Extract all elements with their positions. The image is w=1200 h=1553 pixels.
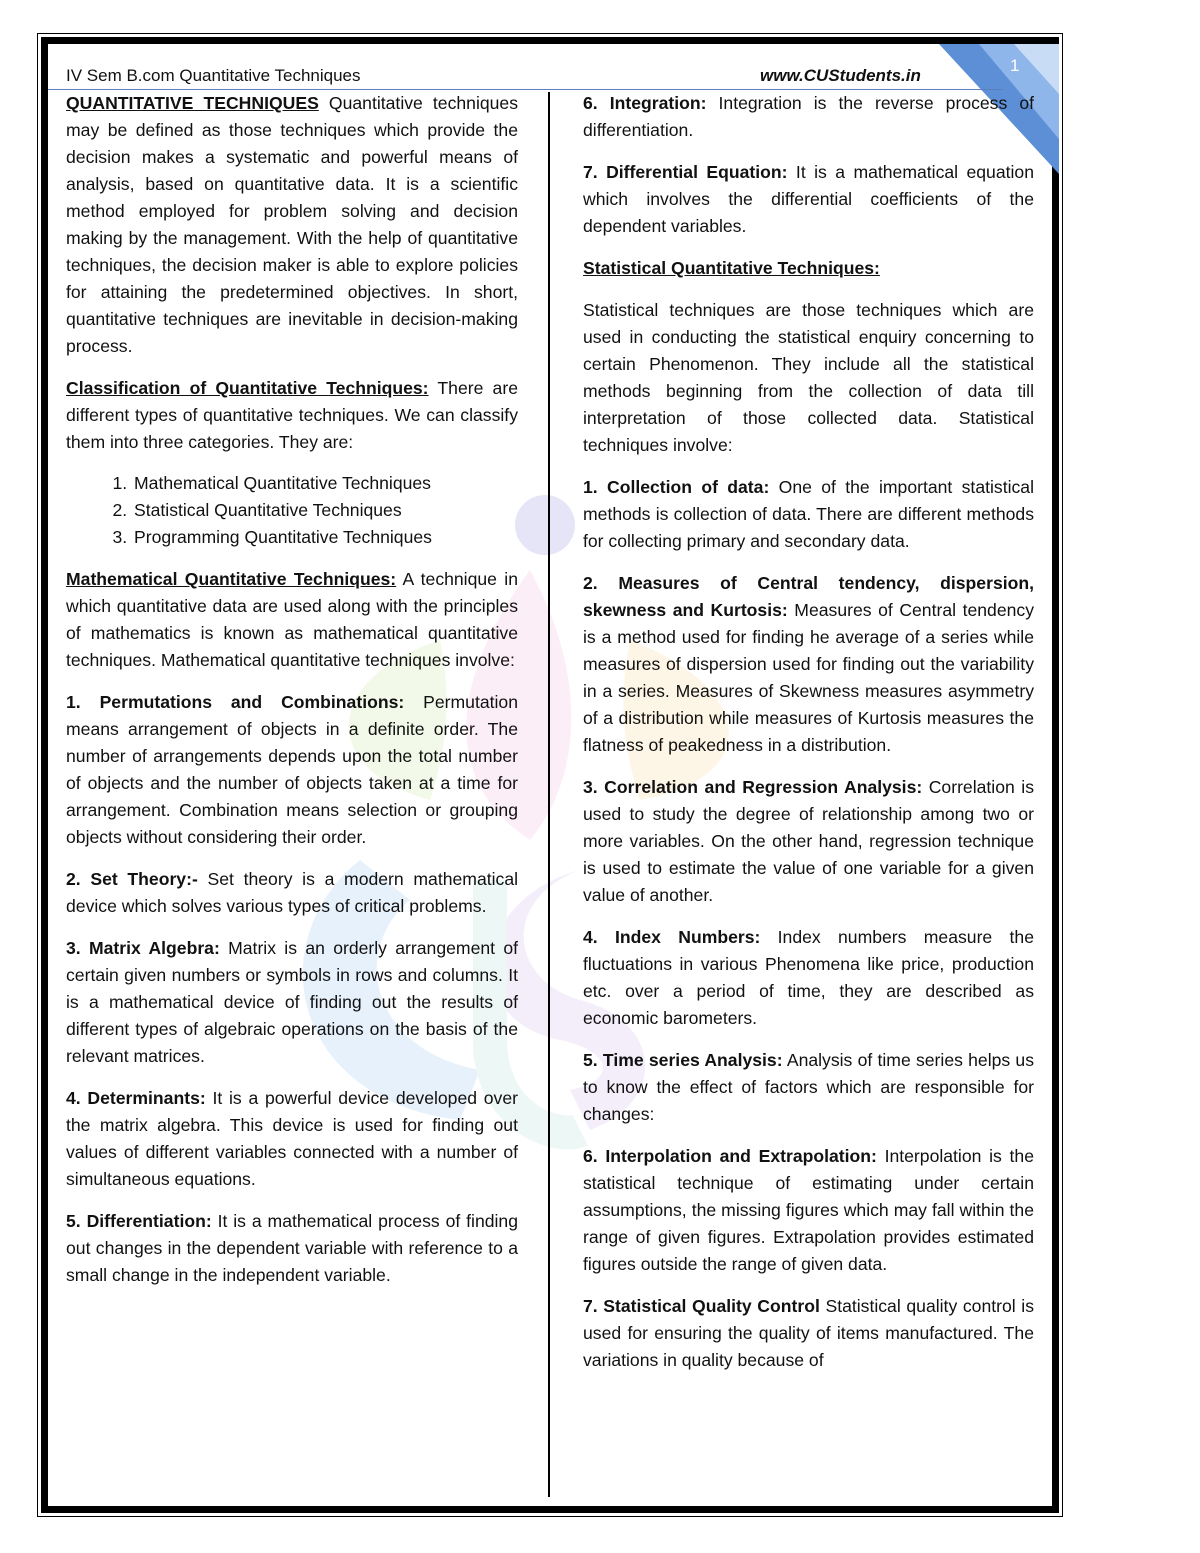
mathematical-heading: Mathematical Quantitative Techniques:	[66, 569, 397, 589]
stat-item	[583, 924, 1034, 1032]
item-label: 2. Set Theory:-	[66, 869, 198, 889]
math-item	[66, 1208, 518, 1289]
mathematical-paragraph	[66, 566, 518, 674]
item-text: Statistical quality control is used for ensuring the quality of items manufactured. The variations in quality because of	[583, 1296, 1034, 1370]
item-text: One of the important statistical methods is collection of data. There are different methods for collecting primary and secondary data.	[583, 477, 1034, 551]
classification-text: There are different types of quantitative techniques. We can classify them into three categories. They are:	[66, 378, 518, 452]
item-label: 3. Correlation and Regression Analysis:	[583, 777, 923, 797]
item-label: 4. Index Numbers:	[583, 927, 761, 947]
classification-list	[66, 470, 518, 551]
column-divider	[548, 92, 550, 1497]
stat-item	[583, 774, 1034, 909]
item-text: Set theory is a modern mathematical device which solves various types of critical problems.	[66, 869, 519, 916]
stat-item	[583, 1293, 1034, 1374]
classification-paragraph	[66, 375, 518, 456]
statistical-heading: Statistical Quantitative Techniques:	[583, 258, 880, 278]
statistical-text: Statistical techniques are those techniques which are used in conducting the statistical enquiry concerning to certain Phenomenon. They include all the statistical methods beginning from the collection of data till interpretation of those collected data. Statistical techniques involve:	[583, 300, 1034, 455]
item-text: Index numbers measure the fluctuations in various Phenomena like price, production etc. over a period of time, they are described as economic barometers.	[583, 927, 1034, 1028]
statistical-paragraph	[583, 297, 1034, 459]
classification-heading: Classification of Quantitative Techniques:	[66, 378, 429, 398]
math-item	[66, 935, 518, 1070]
math-item	[583, 90, 1034, 144]
stat-item	[583, 570, 1034, 759]
header-course-title: IV Sem B.com Quantitative Techniques	[66, 66, 361, 85]
math-item	[66, 689, 518, 851]
item-text: Measures of Central tendency is a method used for finding he average of a series while measures of dispersion used for finding out the variability in a series. Measures of Skewness measures asymmetry of a distribution while measures of Kurtosis measures the flatness of peakedness in a distribution.	[583, 600, 1034, 755]
item-text: Analysis of time series helps us to know the effect of factors which are responsible for changes:	[583, 1050, 1035, 1124]
item-text: Integration is the reverse process of differentiation.	[583, 93, 1034, 140]
intro-heading: QUANTITATIVE TECHNIQUES	[66, 93, 319, 113]
item-text: Permutation means arrangement of objects in a definite order. The number of arrangements depends upon the total number of objects and the number of objects taken at a time for arrangement. Combination means selection or grouping objects without considering their order.	[66, 692, 518, 847]
item-label: 4. Determinants:	[66, 1088, 206, 1108]
right-column	[583, 90, 1034, 1389]
item-label: 1. Collection of data:	[583, 477, 770, 497]
item-label: 6. Interpolation and Extrapolation:	[583, 1146, 877, 1166]
item-label: 3. Matrix Algebra:	[66, 938, 220, 958]
item-label: 2. Measures of Central tendency, dispersion, skewness and Kurtosis:	[583, 573, 1034, 620]
stat-item	[583, 474, 1034, 555]
item-text: It is a powerful device developed over the matrix algebra. This device is used for finding out values of different variables connected with a number of simultaneous equations.	[66, 1088, 518, 1189]
math-item	[66, 1085, 518, 1193]
item-text: Correlation is used to study the degree of relationship among two or more variables. On the other hand, regression technique is used to estimate the value of one variable for a given value of another.	[583, 777, 1034, 905]
list-item: 1. Mathematical Quantitative Techniques	[132, 470, 518, 497]
page-number: 1	[1010, 56, 1020, 75]
left-column	[66, 90, 518, 1304]
header-website: www.CUStudents.in	[760, 66, 921, 85]
math-item	[583, 159, 1034, 240]
item-label: 7. Statistical Quality Control	[583, 1296, 820, 1316]
item-text: Matrix is an orderly arrangement of certain given numbers or symbols in rows and columns. It is a mathematical device of finding out the results of different types of algebraic operations on the basis of the relevant matrices.	[66, 938, 518, 1066]
mathematical-text: A technique in which quantitative data are used along with the principles of mathematics is known as mathematical quantitative techniques. Mathematical quantitative techniques involve:	[66, 569, 518, 670]
item-label: 5. Time series Analysis:	[583, 1050, 783, 1070]
item-label: 5. Differentiation:	[66, 1211, 212, 1231]
list-item: 2. Statistical Quantitative Techniques	[132, 497, 518, 524]
item-label: 6. Integration:	[583, 93, 707, 113]
math-item	[66, 866, 518, 920]
running-header	[66, 66, 996, 88]
item-text: It is a mathematical equation which involves the differential coefficients of the dependent variables.	[583, 162, 1034, 236]
intro-text: Quantitative techniques may be defined as those techniques which provide the decision makes a systematic and powerful means of analysis, based on quantitative data. It is a scientific method employed for problem solving and decision making by the management. With the help of quantitative techniques, the decision maker is able to explore policies for attaining the predetermined objectives. In short, quantitative techniques are inevitable in decision-making process.	[66, 93, 518, 356]
list-item: 3. Programming Quantitative Techniques	[132, 524, 518, 551]
stat-item	[583, 1143, 1034, 1278]
item-text: It is a mathematical process of finding out changes in the dependent variable with reference to a small change in the independent variable.	[66, 1211, 519, 1285]
stat-item	[583, 1047, 1034, 1128]
item-label: 1. Permutations and Combinations:	[66, 692, 405, 712]
item-label: 7. Differential Equation:	[583, 162, 788, 182]
intro-paragraph	[66, 90, 518, 360]
item-text: Interpolation is the statistical technique of estimating under certain assumptions, the missing figures which may fall within the range of given figures. Extrapolation provides estimated figures outside the range of given data.	[583, 1146, 1034, 1274]
statistical-heading-paragraph	[583, 255, 1034, 282]
